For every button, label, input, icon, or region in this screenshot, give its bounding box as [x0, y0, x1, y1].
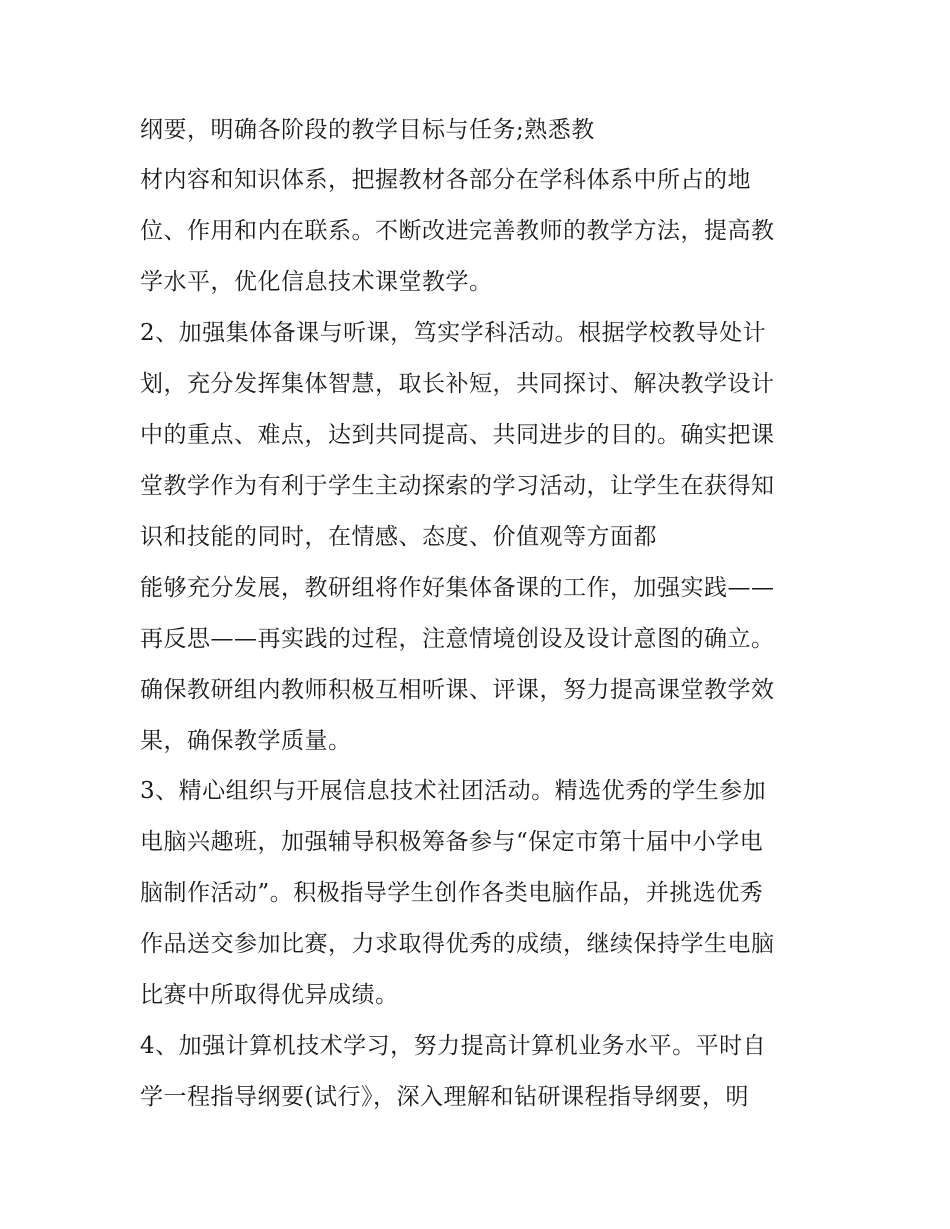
text-line: 学水平，优化信息技术课堂教学。	[140, 269, 493, 295]
text-line: 中的重点、难点，达到共同提高、共同进步的目的。确实把课	[140, 422, 775, 448]
text-line: 作品送交参加比赛，力求取得优秀的成绩，继续保持学生电脑	[140, 931, 775, 957]
text-line: 纲要，明确各阶段的教学目标与任务;熟悉教	[140, 117, 595, 143]
text-line: 堂教学作为有利于学生主动探索的学习活动，让学生在获得知	[140, 473, 775, 499]
text-line: 确保教研组内教师积极互相听课、评课，努力提高课堂教学效	[140, 677, 775, 703]
text-line: 学一程指导纲要(试行》，深入理解和钻研课程指导纲要，明	[140, 1084, 749, 1110]
text-line: 能够充分发展，教研组将作好集体备课的工作，加强实践——	[140, 575, 775, 601]
text-line: 再反思——再实践的过程，注意情境创设及设计意图的确立。	[140, 626, 775, 652]
text-line: 3、精心组织与开展信息技术社团活动。精选优秀的学生参加	[140, 778, 767, 804]
text-line: 脑制作活动”。积极指导学生创作各类电脑作品，并挑选优秀	[140, 880, 764, 906]
text-line: 比赛中所取得优异成绩。	[140, 982, 399, 1008]
text-line: 识和技能的同时，在情感、态度、价值观等方面都	[140, 524, 657, 550]
text-line: 划，充分发挥集体智慧，取长补短，共同探讨、解决教学设计	[140, 371, 775, 397]
text-line: 4、加强计算机技术学习，努力提高计算机业务水平。平时自	[140, 1033, 767, 1059]
text-line: 2、加强集体备课与听课，笃实学科活动。根据学校教导处计	[140, 320, 767, 346]
text-line: 果，确保教学质量。	[140, 728, 352, 754]
text-line: 位、作用和内在联系。不断改进完善教师的教学方法，提高教	[140, 218, 775, 244]
text-line: 电脑兴趣班，加强辅导积极筹备参与“保定市第十届中小学电	[140, 829, 764, 855]
text-line: 材内容和知识体系，把握教材各部分在学科体系中所占的地	[140, 167, 751, 193]
